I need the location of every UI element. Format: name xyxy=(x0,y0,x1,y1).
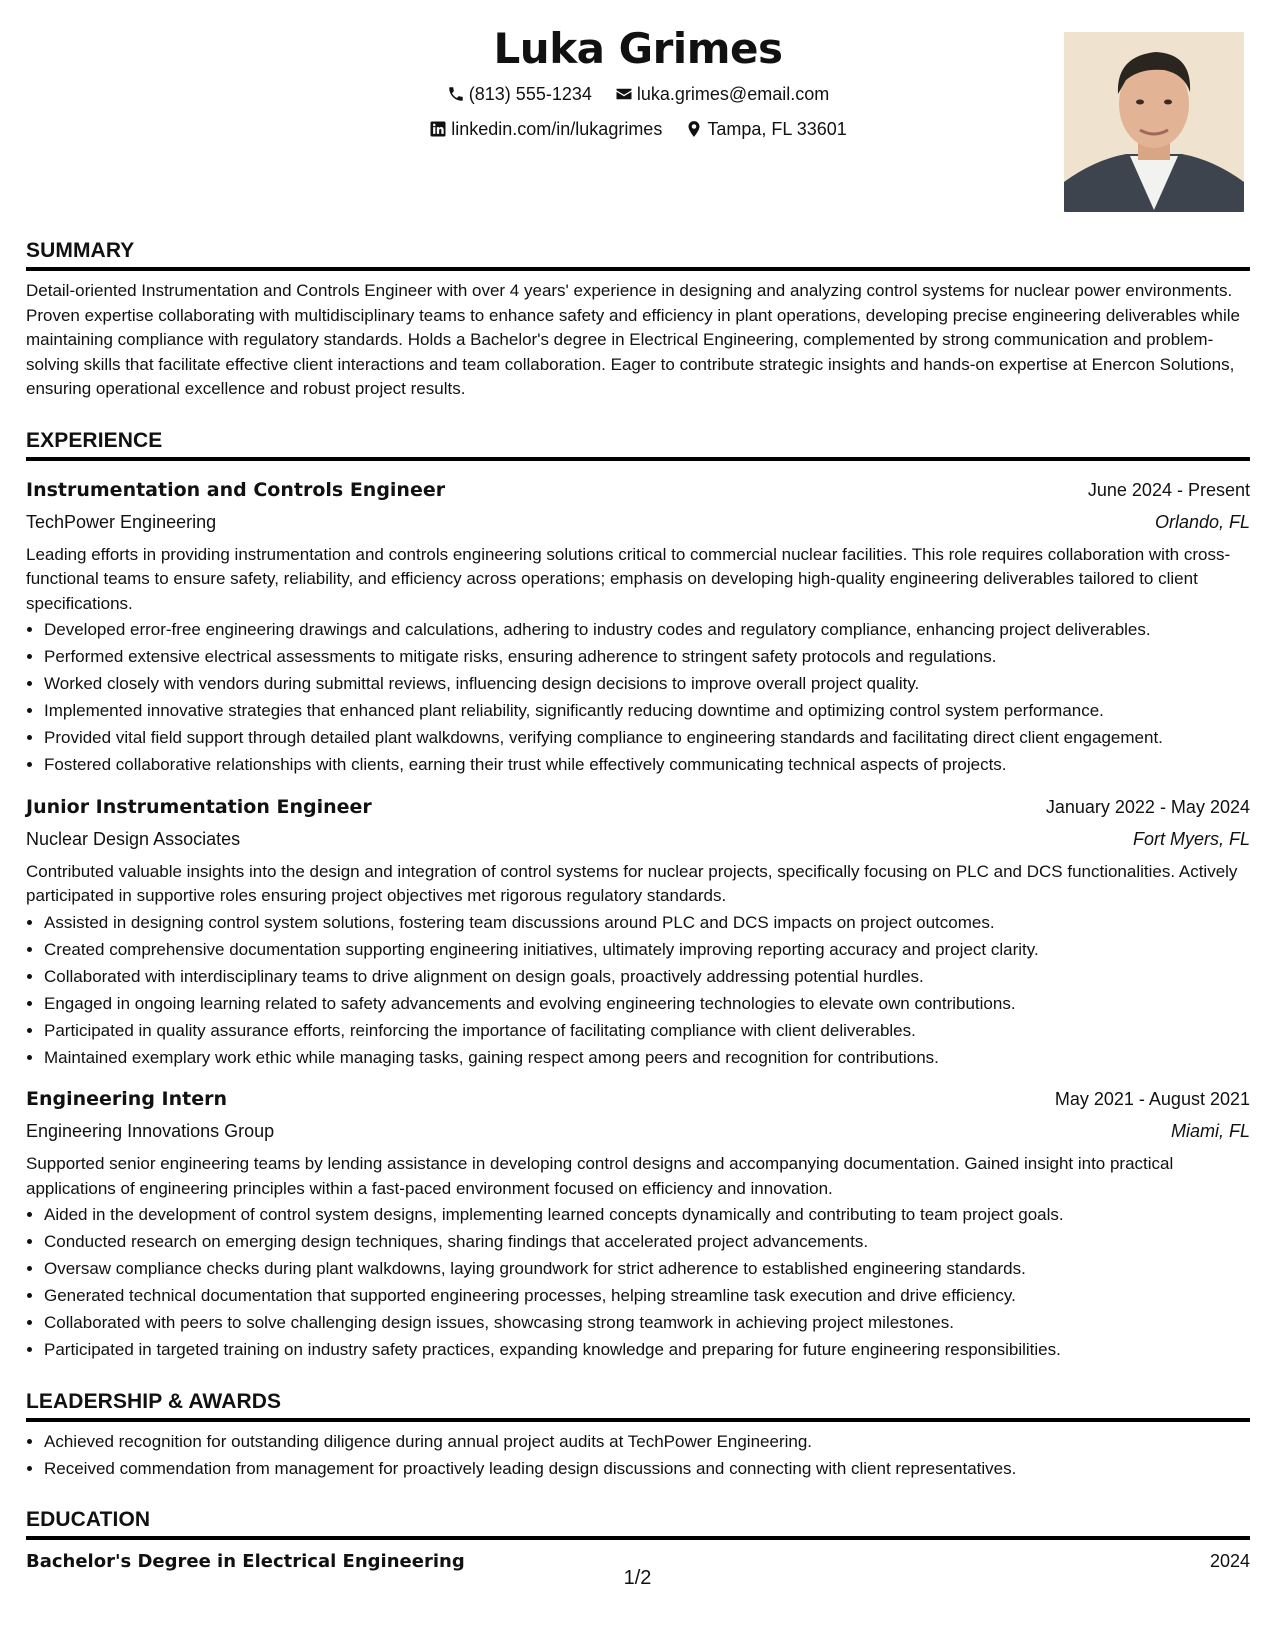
job-location: Fort Myers, FL xyxy=(1132,828,1250,849)
job-title: Junior Instrumentation Engineer xyxy=(26,795,372,818)
job-description: Leading efforts in providing instrumentation and controls engineering solutions critical to commercial nuclear facilities. This role requires collaboration with cross-functional teams to ensure safety, reliability, and efficiency across operations; emphasis on developing high-quality engineering deliverables tailored to client specifications. xyxy=(26,544,1231,613)
list-item: • Received commendation from management for proactively leading design discussions and connecting with client representatives. xyxy=(44,1457,1250,1482)
contact-location xyxy=(685,117,846,141)
degree-title: Bachelor's Degree in Electrical Engineering xyxy=(26,1551,465,1572)
resume-header xyxy=(26,24,1250,212)
list-item: • Conducted research on emerging design techniques, sharing findings that accelerated project advancements. xyxy=(44,1230,1250,1255)
job-dates: May 2021 - August 2021 xyxy=(1054,1089,1250,1109)
job-company: TechPower Engineering xyxy=(26,511,217,532)
phone-text: (813) 555-1234 xyxy=(468,84,592,104)
leadership-section xyxy=(26,1389,1250,1482)
job-title: Engineering Intern xyxy=(26,1088,228,1110)
job-location: Miami, FL xyxy=(1170,1121,1250,1141)
profile-photo xyxy=(1064,32,1244,212)
summary-text: Detail-oriented Instrumentation and Controls Engineer with over 4 years' experience in designing and analyzing control systems for nuclear power environments. Proven expertise collaborating with multidisciplinary teams to enhance safety and efficiency in plant operations, developing precise engineering deliverables while maintaining compliance with regulatory standards. Holds a Bachelor's degree in Electrical Engineering, complemented by strong communication and problem-solving skills that facilitate effective client interactions and team collaboration. Eager to contribute strategic insights and hands-on expertise at Enercon Solutions, ensuring operational excellence and robust project results. xyxy=(26,281,1240,398)
email-text[interactable]: luka.grimes@email.com xyxy=(636,84,830,104)
list-item: • Collaborated with peers to solve challenging design issues, showcasing strong teamwork in achieving project milestones. xyxy=(44,1311,1250,1336)
list-item: • Generated technical documentation that supported engineering processes, helping streamline task execution and drive efficiency. xyxy=(44,1284,1250,1309)
contact-linkedin[interactable] xyxy=(429,117,662,141)
page-number: 1/2 xyxy=(623,1567,652,1589)
list-item: • Provided vital field support through detailed plant walkdowns, verifying compliance to engineering standards and facilitating direct client engagement. xyxy=(44,726,1250,751)
job-dates: January 2022 - May 2024 xyxy=(1045,796,1250,817)
job-bullets xyxy=(26,618,1250,778)
candidate-name: Luka Grimes xyxy=(493,24,783,73)
job-location: Orlando, FL xyxy=(1154,511,1250,532)
job-bullets xyxy=(26,911,1250,1071)
job-entry xyxy=(26,1084,1250,1363)
list-item: • Oversaw compliance checks during plant walkdowns, laying groundwork for strict adherence to established engineering standards. xyxy=(44,1257,1250,1282)
phone-icon xyxy=(447,85,465,103)
list-item: • Collaborated with interdisciplinary teams to drive alignment on design goals, proactively addressing potential hurdles. xyxy=(44,965,1250,990)
degree-year: 2024 xyxy=(1209,1551,1250,1571)
experience-section xyxy=(26,428,1250,1363)
leadership-bullets xyxy=(26,1430,1250,1482)
list-item: • Implemented innovative strategies that enhanced plant reliability, significantly reducing downtime and optimizing control system performance. xyxy=(44,699,1250,724)
summary-heading: SUMMARY xyxy=(26,238,1250,271)
job-title: Instrumentation and Controls Engineer xyxy=(26,478,446,501)
job-entry xyxy=(26,792,1250,1071)
list-item: • Participated in quality assurance efforts, reinforcing the importance of facilitating compliance with client deliverables. xyxy=(44,1019,1250,1044)
job-dates: June 2024 - Present xyxy=(1087,479,1250,500)
education-heading: EDUCATION xyxy=(26,1507,1250,1540)
list-item: • Assisted in designing control system solutions, fostering team discussions around PLC and DCS impacts on project outcomes. xyxy=(44,911,1250,936)
list-item: • Achieved recognition for outstanding diligence during annual project audits at TechPower Engineering. xyxy=(44,1430,1250,1455)
map-pin-icon xyxy=(685,120,703,138)
experience-heading: EXPERIENCE xyxy=(26,428,1250,461)
list-item: • Developed error-free engineering drawings and calculations, adhering to industry codes and regulatory compliance, enhancing project deliverables. xyxy=(44,618,1250,643)
linkedin-text[interactable]: linkedin.com/in/lukagrimes xyxy=(451,119,663,139)
job-company: Nuclear Design Associates xyxy=(26,828,241,849)
job-description: Supported senior engineering teams by lending assistance in developing control designs and accompanying documentation. Gained insight into practical applications of engineering principles within a fast-paced environment focused on efficiency and innovation. xyxy=(26,1154,1174,1198)
location-text: Tampa, FL 33601 xyxy=(707,119,847,139)
list-item: • Performed extensive electrical assessments to mitigate risks, ensuring adherence to stringent safety protocols and regulations. xyxy=(44,645,1250,670)
job-company: Engineering Innovations Group xyxy=(26,1121,275,1141)
resume-page xyxy=(26,24,1250,1577)
list-item: • Engaged in ongoing learning related to safety advancements and evolving engineering technologies to elevate own contributions. xyxy=(44,992,1250,1017)
job-description: Contributed valuable insights into the design and integration of control systems for nuclear projects, specifically focusing on PLC and DCS functionalities. Actively participated in supportive roles ensuring project objectives met rigorous regulatory standards. xyxy=(26,861,1238,905)
list-item: • Fostered collaborative relationships with clients, earning their trust while effectively communicating technical aspects of projects. xyxy=(44,753,1250,778)
contact-email[interactable] xyxy=(615,82,829,106)
contact-phone xyxy=(447,82,592,106)
summary-section xyxy=(26,238,1250,402)
list-item: • Created comprehensive documentation supporting engineering initiatives, ultimately improving reporting accuracy and project clarity. xyxy=(44,938,1250,963)
list-item: • Worked closely with vendors during submittal reviews, influencing design decisions to improve overall project quality. xyxy=(44,672,1250,697)
list-item: • Aided in the development of control system designs, implementing learned concepts dynamically and contributing to team project goals. xyxy=(44,1203,1250,1228)
linkedin-icon xyxy=(429,120,447,138)
leadership-heading: LEADERSHIP & AWARDS xyxy=(26,1389,1250,1422)
job-entry xyxy=(26,475,1250,778)
list-item: • Participated in targeted training on industry safety practices, expanding knowledge and preparing for future engineering responsibilities. xyxy=(44,1338,1250,1363)
list-item: • Maintained exemplary work ethic while managing tasks, gaining respect among peers and recognition for contributions. xyxy=(44,1046,1250,1071)
job-bullets xyxy=(26,1203,1250,1363)
envelope-icon xyxy=(615,85,633,103)
